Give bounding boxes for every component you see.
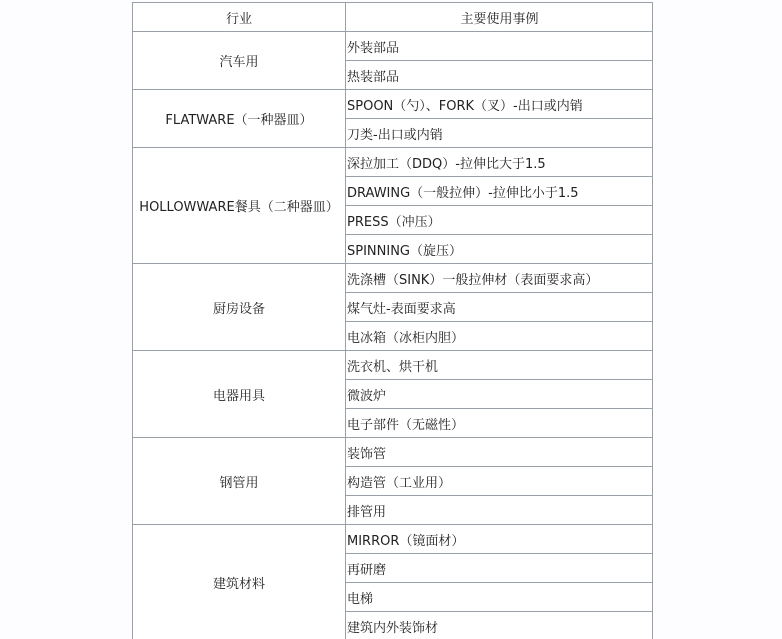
table-body	[133, 32, 653, 639]
usage-cell: PRESS（冲压）	[346, 206, 653, 235]
usage-cell: MIRROR（镜面材）	[346, 525, 653, 554]
usage-table	[132, 2, 653, 639]
table-row	[133, 148, 653, 177]
usage-cell: 深拉加工（DDQ）-拉伸比大于1.5	[346, 148, 653, 177]
industry-cell: 厨房设备	[133, 264, 346, 351]
usage-cell: 洗衣机、烘干机	[346, 351, 653, 380]
table-row	[133, 351, 653, 380]
industry-cell: FLATWARE（一种器皿）	[133, 90, 346, 148]
table-row	[133, 264, 653, 293]
industry-cell: HOLLOWWARE餐具（二种器皿）	[133, 148, 346, 264]
usage-cell: 热装部品	[346, 61, 653, 90]
table-row	[133, 438, 653, 467]
usage-cell: 装饰管	[346, 438, 653, 467]
industry-cell: 建筑材料	[133, 525, 346, 639]
usage-cell: 煤气灶-表面要求高	[346, 293, 653, 322]
usage-cell: 再研磨	[346, 554, 653, 583]
industry-cell: 电器用具	[133, 351, 346, 438]
usage-cell: SPINNING（旋压）	[346, 235, 653, 264]
usage-cell: DRAWING（一般拉伸）-拉伸比小于1.5	[346, 177, 653, 206]
usage-cell: 电梯	[346, 583, 653, 612]
header-industry: 行业	[133, 3, 346, 32]
usage-cell: SPOON（勺）、FORK（叉）-出口或内销	[346, 90, 653, 119]
header-usage: 主要使用事例	[346, 3, 653, 32]
industry-cell: 汽车用	[133, 32, 346, 90]
table-header-row	[133, 3, 653, 32]
usage-cell: 电子部件（无磁性）	[346, 409, 653, 438]
usage-cell: 洗涤槽（SINK）一般拉伸材（表面要求高）	[346, 264, 653, 293]
usage-cell: 刀类-出口或内销	[346, 119, 653, 148]
usage-cell: 外装部品	[346, 32, 653, 61]
usage-cell: 微波炉	[346, 380, 653, 409]
table-row	[133, 90, 653, 119]
table-row	[133, 32, 653, 61]
usage-cell: 排管用	[346, 496, 653, 525]
usage-cell: 构造管（工业用）	[346, 467, 653, 496]
table-row	[133, 525, 653, 554]
industry-cell: 钢管用	[133, 438, 346, 525]
usage-cell: 电冰箱（冰柜内胆）	[346, 322, 653, 351]
usage-cell: 建筑内外装饰材	[346, 612, 653, 639]
